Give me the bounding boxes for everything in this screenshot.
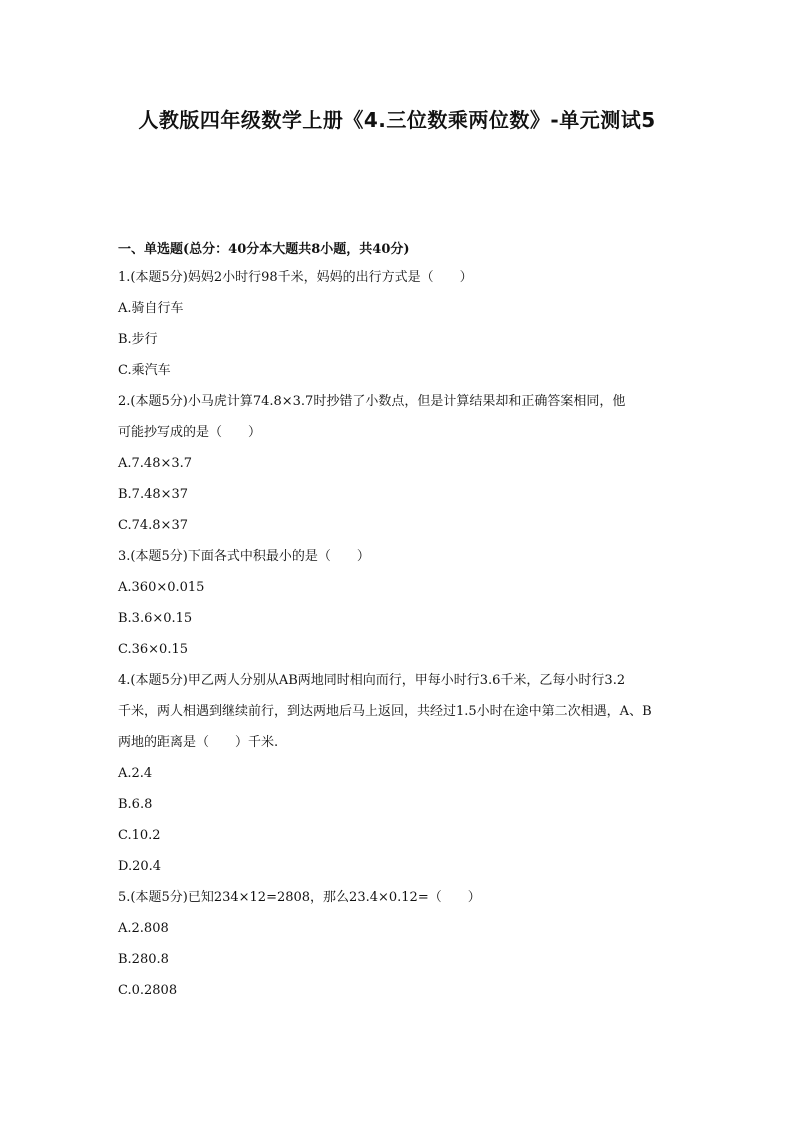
question-4-option-d: D.20.4 (118, 859, 162, 874)
question-4-option-c: C.10.2 (118, 828, 161, 843)
page-title: 人教版四年级数学上册《4.三位数乘两位数》-单元测试5 (138, 108, 656, 132)
question-4-stem: 4.(本题5分)甲乙两人分别从AB两地同时相向而行，甲每小时行3.6千米，乙每小时行3.2 (118, 673, 626, 688)
question-4-option-a: A.2.4 (118, 766, 153, 781)
question-lines (118, 268, 718, 1012)
question-4-stem-cont-2: 两地的距离是（ ）千米. (118, 735, 279, 750)
question-4-option-b: B.6.8 (118, 797, 153, 812)
section-header: 一、单选题(总分：40分本大题共8小题，共40分) (118, 242, 410, 257)
question-2-option-b: B.7.48×37 (118, 487, 189, 502)
question-5-option-b: B.280.8 (118, 952, 169, 967)
question-2-stem-cont: 可能抄写成的是（ ） (118, 425, 262, 440)
question-5-option-c: C.0.2808 (118, 983, 178, 998)
question-5-option-a: A.2.808 (118, 921, 169, 936)
question-3-option-c: C.36×0.15 (118, 642, 188, 657)
question-3-stem: 3.(本题5分)下面各式中积最小的是（ ） (118, 549, 370, 564)
question-1-option-a: A.骑自行车 (118, 301, 184, 316)
question-2-option-a: A.7.48×3.7 (118, 456, 193, 471)
question-5-stem: 5.(本题5分)已知234×12=2808，那么23.4×0.12=（ ） (118, 890, 481, 905)
question-2-option-c: C.74.8×37 (118, 518, 188, 533)
question-1-option-b: B.步行 (118, 332, 158, 347)
question-3-option-b: B.3.6×0.15 (118, 611, 193, 626)
question-4-stem-cont-1: 千米，两人相遇到继续前行，到达两地后马上返回，共经过1.5小时在途中第二次相遇，A、B (118, 704, 652, 719)
question-2-stem: 2.(本题5分)小马虎计算74.8×3.7时抄错了小数点，但是计算结果却和正确答案相同，他 (118, 394, 626, 409)
question-1-stem: 1.(本题5分)妈妈2小时行98千米，妈妈的出行方式是（ ） (118, 270, 473, 285)
question-3-option-a: A.360×0.015 (118, 580, 205, 595)
question-1-option-c: C.乘汽车 (118, 363, 171, 378)
